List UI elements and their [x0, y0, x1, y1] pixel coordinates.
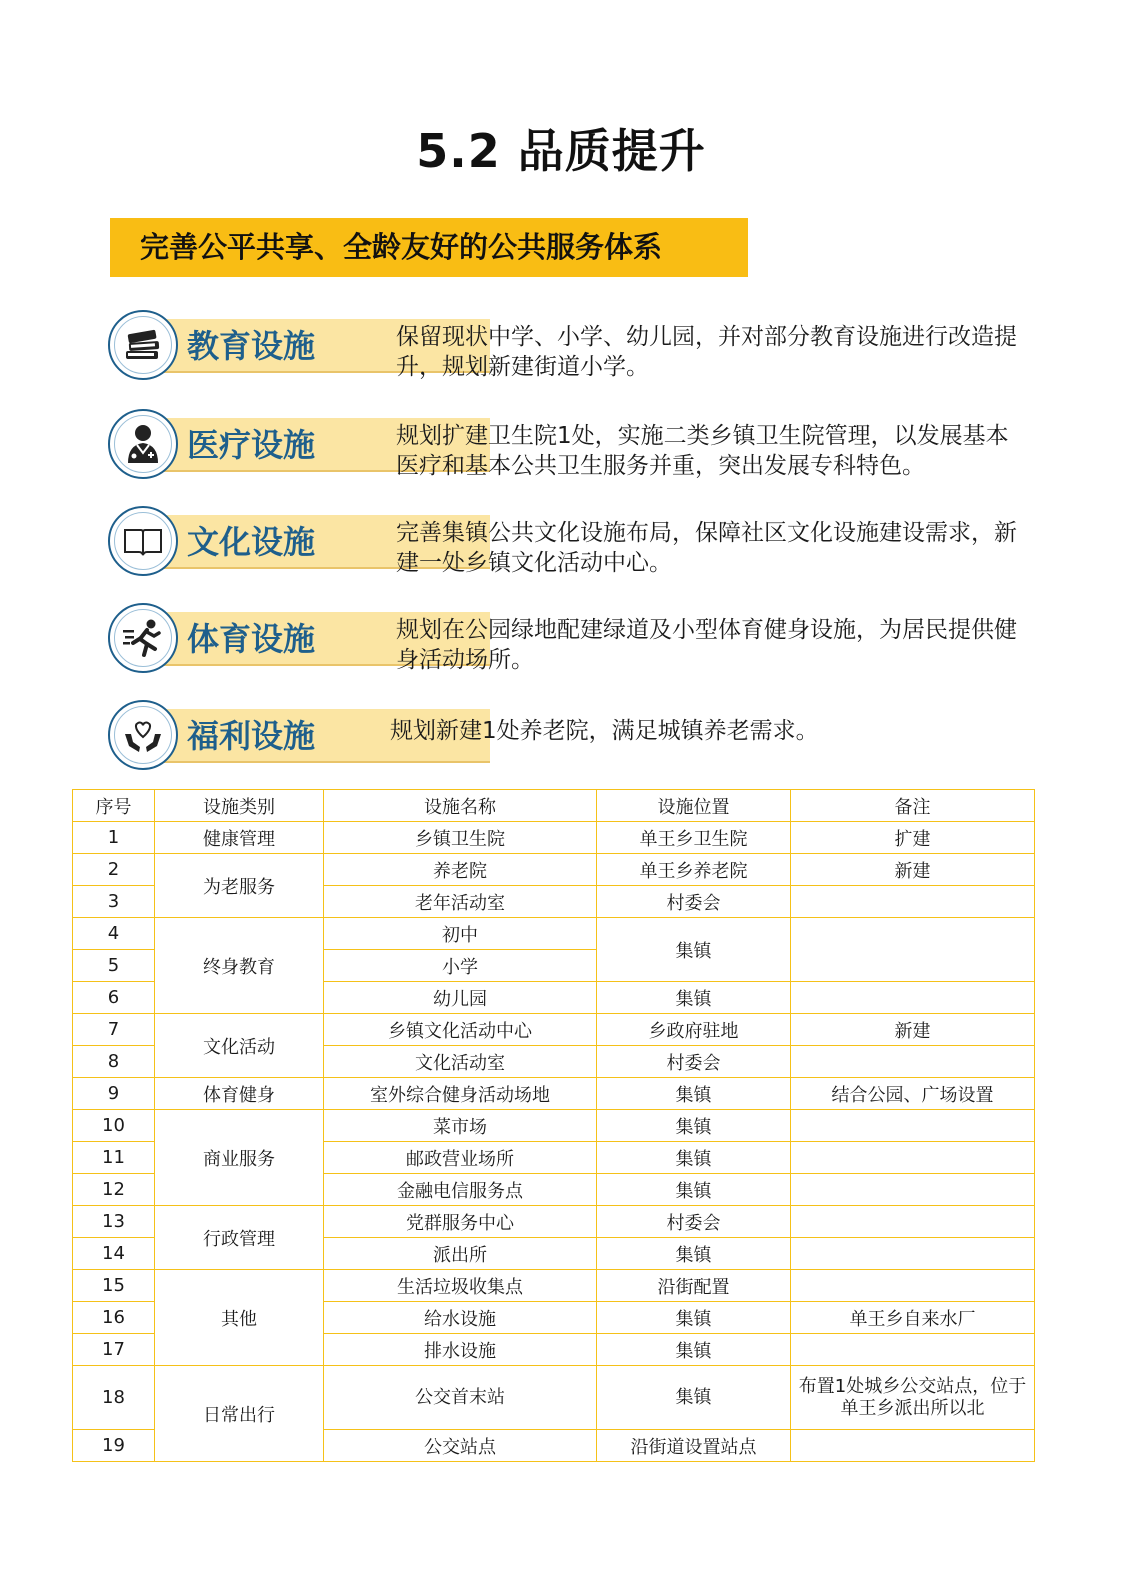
facilities-table — [72, 789, 1035, 1462]
cell-no: 8 — [73, 1046, 155, 1078]
cell-no: 7 — [73, 1014, 155, 1046]
cell-category: 终身教育 — [155, 918, 324, 1014]
cell-category: 行政管理 — [155, 1206, 324, 1270]
header-cell: 设施名称 — [324, 790, 597, 822]
cell-category: 体育健身 — [155, 1078, 324, 1110]
category-description: 规划扩建卫生院1处，实施二类乡镇卫生院管理，以发展基本医疗和基本公共卫生服务并重，突出发展专科特色。 — [396, 423, 1009, 479]
category-label: 文化设施 — [160, 515, 490, 569]
cell-location: 集镇 — [597, 982, 791, 1014]
header-cell: 序号 — [73, 790, 155, 822]
cell-no: 17 — [73, 1334, 155, 1366]
category-description: 完善集镇公共文化设施布局，保障社区文化设施建设需求，新建一处乡镇文化活动中心。 — [396, 520, 1017, 576]
cell-remark — [791, 1142, 1035, 1174]
cell-location: 村委会 — [597, 886, 791, 918]
cell-no: 9 — [73, 1078, 155, 1110]
cell-no: 2 — [73, 854, 155, 886]
table-row — [73, 1110, 1035, 1142]
cell-location: 集镇 — [597, 1174, 791, 1206]
cell-category: 日常出行 — [155, 1366, 324, 1462]
cell-name: 生活垃圾收集点 — [324, 1270, 597, 1302]
header-cell: 设施类别 — [155, 790, 324, 822]
cell-no: 13 — [73, 1206, 155, 1238]
cell-location: 集镇 — [597, 918, 791, 982]
cell-remark: 单王乡自来水厂 — [791, 1302, 1035, 1334]
cell-remark — [791, 918, 1035, 982]
cell-location: 集镇 — [597, 1366, 791, 1430]
remark-line: 布置1处城乡公交站点，位于 — [798, 1375, 1027, 1397]
cell-name: 排水设施 — [324, 1334, 597, 1366]
cell-no: 11 — [73, 1142, 155, 1174]
cell-name: 派出所 — [324, 1238, 597, 1270]
table-header-row — [73, 790, 1035, 822]
cell-remark: 新建 — [791, 854, 1035, 886]
cell-no: 4 — [73, 918, 155, 950]
cell-no: 14 — [73, 1238, 155, 1270]
cell-name: 幼儿园 — [324, 982, 597, 1014]
cell-remark — [791, 1238, 1035, 1270]
cell-remark — [791, 1334, 1035, 1366]
cell-remark: 新建 — [791, 1014, 1035, 1046]
cell-remark — [791, 1046, 1035, 1078]
category-culture — [108, 506, 1028, 584]
cell-name: 养老院 — [324, 854, 597, 886]
doctor-icon — [108, 409, 178, 479]
cell-category: 为老服务 — [155, 854, 324, 918]
cell-no: 10 — [73, 1110, 155, 1142]
table-row — [73, 1366, 1035, 1430]
category-description: 规划在公园绿地配建绿道及小型体育健身设施，为居民提供健身活动场所。 — [396, 617, 1017, 673]
cell-no: 15 — [73, 1270, 155, 1302]
runner-icon — [108, 603, 178, 673]
cell-no: 19 — [73, 1430, 155, 1462]
care-hands-icon — [108, 700, 178, 770]
cell-no: 1 — [73, 822, 155, 854]
page-title: 5.2 品质提升 — [416, 124, 706, 178]
cell-category: 商业服务 — [155, 1110, 324, 1206]
cell-remark — [791, 1110, 1035, 1142]
cell-location: 乡政府驻地 — [597, 1014, 791, 1046]
cell-location: 集镇 — [597, 1334, 791, 1366]
table-row — [73, 1270, 1035, 1302]
category-welfare — [108, 700, 1028, 778]
cell-name: 小学 — [324, 950, 597, 982]
cell-remark — [791, 982, 1035, 1014]
cell-location: 单王乡养老院 — [597, 854, 791, 886]
cell-name: 给水设施 — [324, 1302, 597, 1334]
cell-name: 党群服务中心 — [324, 1206, 597, 1238]
table-row — [73, 1206, 1035, 1238]
cell-name: 老年活动室 — [324, 886, 597, 918]
section-banner: 完善公平共享、全龄友好的公共服务体系 — [110, 218, 748, 277]
cell-location: 单王乡卫生院 — [597, 822, 791, 854]
cell-location: 村委会 — [597, 1206, 791, 1238]
category-sports — [108, 603, 1028, 681]
category-label: 医疗设施 — [160, 418, 490, 472]
cell-name: 邮政营业场所 — [324, 1142, 597, 1174]
category-description: 规划新建1处养老院，满足城镇养老需求。 — [390, 718, 819, 744]
table-row — [73, 918, 1035, 950]
cell-location: 沿街道设置站点 — [597, 1430, 791, 1462]
cell-name: 室外综合健身活动场地 — [324, 1078, 597, 1110]
header-cell: 备注 — [791, 790, 1035, 822]
cell-no: 12 — [73, 1174, 155, 1206]
remark-line: 单王乡派出所以北 — [840, 1397, 985, 1419]
cell-no: 6 — [73, 982, 155, 1014]
cell-name: 乡镇卫生院 — [324, 822, 597, 854]
cell-category: 文化活动 — [155, 1014, 324, 1078]
table-row — [73, 854, 1035, 886]
cell-no: 5 — [73, 950, 155, 982]
category-label: 福利设施 — [160, 709, 490, 763]
cell-location: 村委会 — [597, 1046, 791, 1078]
cell-location: 沿街配置 — [597, 1270, 791, 1302]
cell-name: 金融电信服务点 — [324, 1174, 597, 1206]
books-icon — [108, 310, 178, 380]
cell-location: 集镇 — [597, 1142, 791, 1174]
table-row — [73, 1078, 1035, 1110]
category-label: 教育设施 — [160, 319, 490, 373]
cell-remark: 结合公园、广场设置 — [791, 1078, 1035, 1110]
cell-name: 初中 — [324, 918, 597, 950]
cell-remark — [791, 1366, 1035, 1430]
cell-name: 文化活动室 — [324, 1046, 597, 1078]
cell-category: 其他 — [155, 1270, 324, 1366]
cell-no: 16 — [73, 1302, 155, 1334]
category-education — [108, 310, 1028, 388]
header-cell: 设施位置 — [597, 790, 791, 822]
cell-name: 公交首末站 — [324, 1366, 597, 1430]
open-book-icon — [108, 506, 178, 576]
cell-location: 集镇 — [597, 1110, 791, 1142]
cell-no: 3 — [73, 886, 155, 918]
cell-category: 健康管理 — [155, 822, 324, 854]
cell-name: 菜市场 — [324, 1110, 597, 1142]
cell-remark — [791, 1270, 1035, 1302]
cell-location: 集镇 — [597, 1302, 791, 1334]
cell-location: 集镇 — [597, 1078, 791, 1110]
table-row — [73, 822, 1035, 854]
cell-remark — [791, 886, 1035, 918]
cell-remark — [791, 1174, 1035, 1206]
cell-no: 18 — [73, 1366, 155, 1430]
category-label: 体育设施 — [160, 612, 490, 666]
table-row — [73, 1014, 1035, 1046]
cell-location: 集镇 — [597, 1238, 791, 1270]
cell-remark — [791, 1206, 1035, 1238]
cell-name: 乡镇文化活动中心 — [324, 1014, 597, 1046]
category-medical — [108, 409, 1028, 487]
cell-name: 公交站点 — [324, 1430, 597, 1462]
category-description: 保留现状中学、小学、幼儿园，并对部分教育设施进行改造提升，规划新建街道小学。 — [396, 324, 1017, 380]
cell-remark — [791, 1430, 1035, 1462]
cell-remark: 扩建 — [791, 822, 1035, 854]
